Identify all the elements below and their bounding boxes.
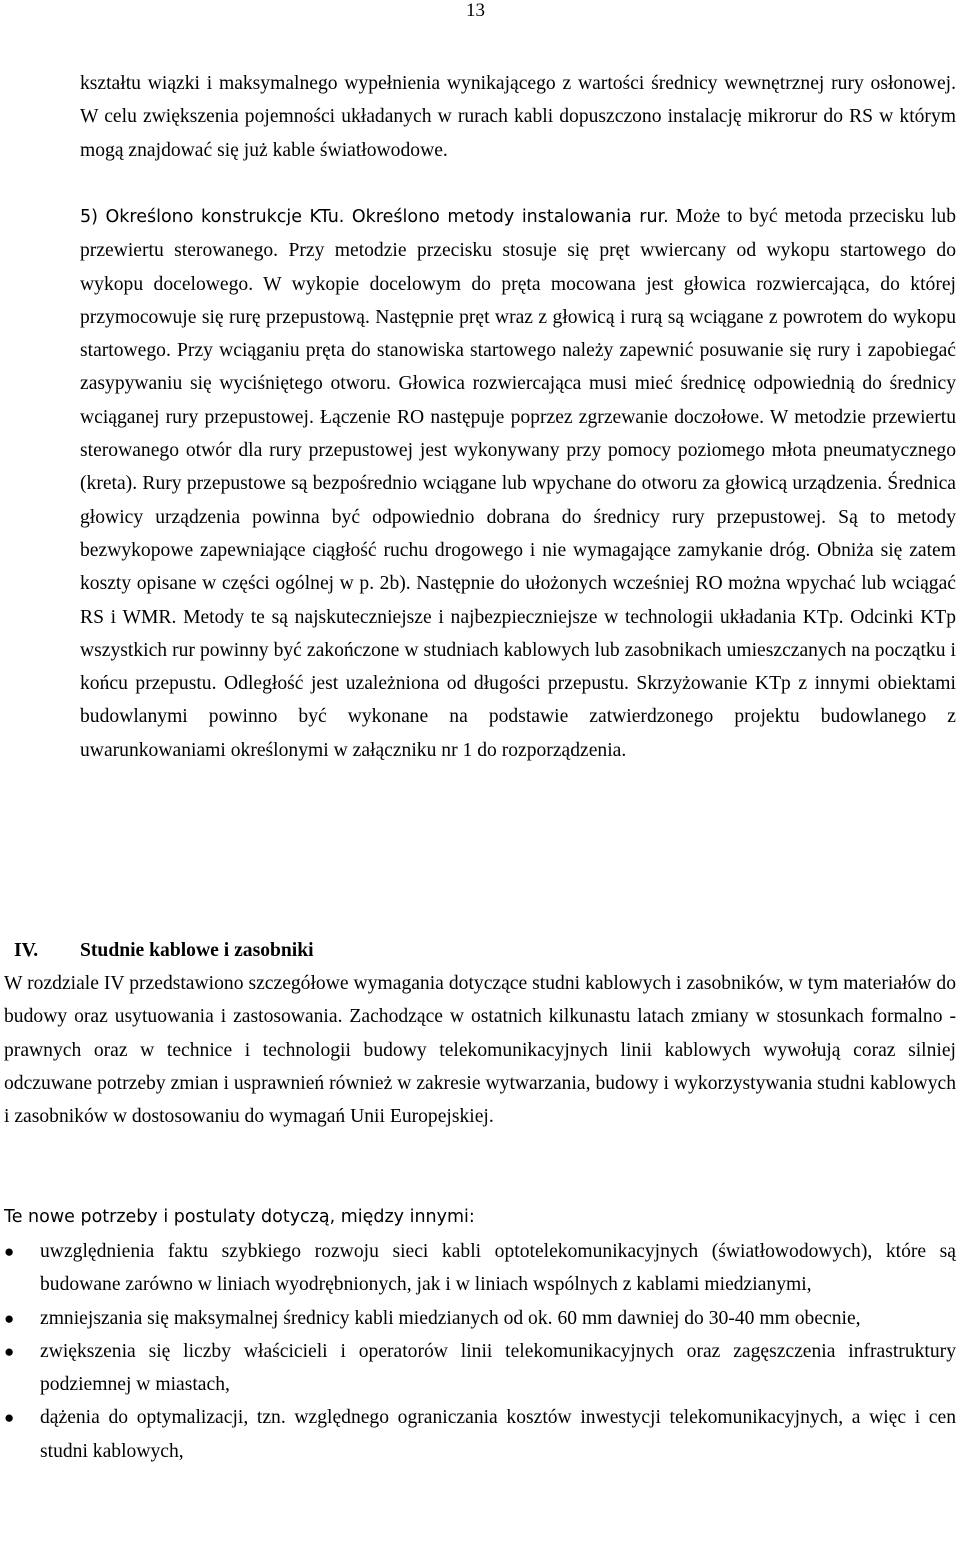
paragraph-intro: W rozdziale IV przedstawiono szczegółowe wymagania dotyczące studni kablowych i zasobników, w tym materiałów do budowy oraz usytuowania i zastosowania. Zachodzące w ostatnich kilkunastu latach zmiany w stosunkach formalno - prawnych oraz w technice i technologii budowy telekomunikacyjnych linii kablowych wywołują coraz silniej odczuwane potrzeby zmian i usprawnień również w zakresie wytwarzania, budowy i wykorzystywania studni kablowych i zasobników w dostosowaniu do wymagań Unii Europejskiej. xyxy=(4,973,956,1128)
section-number: IV. xyxy=(14,940,39,961)
list-item-text: zwiększenia się liczby właścicieli i operatorów linii telekomunikacyjnych oraz zagęszczenia infrastruktury podziemnej w miastach, xyxy=(40,1340,956,1396)
section-title: Studnie kablowe i zasobniki xyxy=(80,940,314,961)
list-item-5-body: Może to być metoda przecisku lub przewiertu sterowanego. Przy metodzie przecisku stosuje się pręt wwiercany od wykopu startowego do wykopu docelowego. W wykopie docelowym do pręta mocowana jest głowica rozwiercająca, do której przymocowuje się rurę przepustową. Następnie pręt wraz z głowicą i rurą są wciągane z powrotem do wykopu startowego. Przy wciąganiu pręta do stanowiska startowego należy zapewnić posuwanie się rury i zapobiegać zasypywaniu się wyciśniętego otworu. Głowica rozwiercająca musi mieć średnicę odpowiednią do średnicy wciąganej rury przepustowej. Łączenie RO następuje poprzez zgrzewanie doczołowe. W metodzie przewiertu sterowanego otwór dla rury przepustowej jest wykonywany przy pomocy poziomego młota pneumatycznego (kreta). Rury przepustowe są bezpośrednio wciągane lub wpychane do otworu za głowicą urządzenia. Średnica głowicy urządzenia powinna być odpowiednio dobrana do średnicy rury przepustowej. Są to metody bezwykopowe zapewniające ciągłość ruchu drogowego i nie wymagające zamykanie dróg. Obniża się zatem koszty opisane w części ogólnej w p. 2b). Następnie do ułożonych wcześniej RO można wpychać lub wciągać RS i WMR. Metody te są najskuteczniejsze i najbezpieczniejsze w technologii układania KTp. Odcinki KTp wszystkich rur powinny być zakończone w studniach kablowych lub zasobnikach umieszczanych na początku i końcu przepustu. Odległość jest uzależniona od długości przepustu. Skrzyżowanie KTp z innymi obiektami budowlanymi powinno być wykonane na podstawie zatwierdzonego projektu budowlanego z uwarunkowaniami określonymi w załączniku nr 1 do rozporządzenia. xyxy=(80,206,956,761)
bullet-icon: ● xyxy=(4,1308,15,1328)
list-item-text: dążenia do optymalizacji, tzn. względnego ograniczania kosztów inwestycji telekomunikacyjnych, a więc i cen studni kablowych, xyxy=(40,1407,956,1462)
paragraph-needs-text: Te nowe potrzeby i postulaty dotyczą, między innymi: xyxy=(4,1207,475,1227)
bullet-icon: ● xyxy=(4,1341,15,1361)
paragraph-continuation: kształtu wiązki i maksymalnego wypełnienia wynikającego z wartości średnicy wewnętrznej rury osłonowej. W celu zwiększenia pojemności układanych w rurach kabli dopuszczono instalację mikrorur do RS w którym mogą znajdować się już kable światłowodowe. xyxy=(80,73,956,161)
section-heading xyxy=(14,934,956,967)
list-item-5 xyxy=(80,200,956,767)
bullet-icon: ● xyxy=(4,1242,15,1261)
list-item-5-lead: 5) Określono konstrukcje KTu. Określono metody instalowania rur. xyxy=(80,207,669,227)
list-item-text: uwzględnienia faktu szybkiego rozwoju sieci kabli optotelekomunikacyjnych (światłowodowych), które są budowane zarówno w liniach wyodrębnionych, jak i w liniach wspólnych z kablami miedzianymi, xyxy=(40,1241,956,1296)
page-number: 13 xyxy=(466,0,485,21)
list-item xyxy=(4,1302,956,1335)
list-item-text: zmniejszania się maksymalnej średnicy kabli miedzianych od ok. 60 mm dawniej do 30-40 mm obecnie, xyxy=(40,1307,861,1329)
list-item xyxy=(4,1401,956,1468)
bullet-icon: ● xyxy=(4,1408,15,1428)
needs-list xyxy=(4,1235,956,1468)
paragraph-needs xyxy=(4,1200,956,1234)
list-item xyxy=(4,1235,956,1302)
list-item xyxy=(4,1335,956,1402)
